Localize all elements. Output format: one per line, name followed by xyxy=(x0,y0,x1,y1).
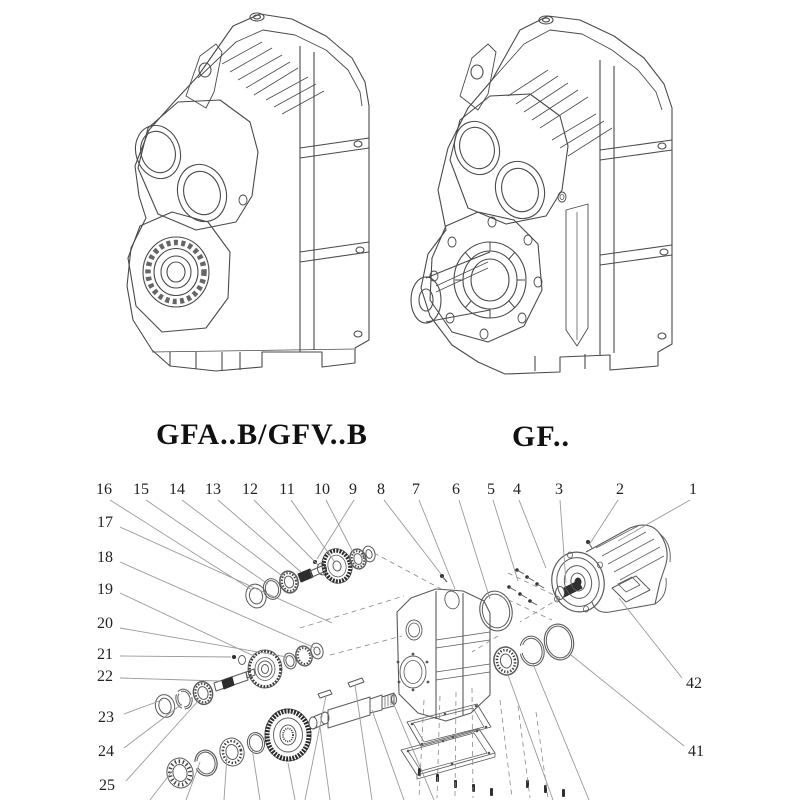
flange-bolt-holes xyxy=(430,217,542,339)
part-callout-42: 42 xyxy=(686,675,702,692)
assembly-axis-lines xyxy=(300,553,560,798)
part-callout-8: 8 xyxy=(377,481,385,498)
part-callout-41: 41 xyxy=(688,743,704,760)
intermediate-shaft-assembly xyxy=(153,642,325,720)
flange-and-rings xyxy=(476,540,592,677)
part-callout-2: 2 xyxy=(616,481,624,498)
flange-bolts xyxy=(507,540,592,605)
part-callout-17: 17 xyxy=(97,514,113,531)
part-callout-4: 4 xyxy=(513,481,521,498)
cooling-fins-left xyxy=(222,42,324,114)
part-callout-10: 10 xyxy=(314,481,330,498)
part-callout-5: 5 xyxy=(487,481,495,498)
part-callout-23: 23 xyxy=(98,709,114,726)
figure-label-left: GFA..B/GFV..B xyxy=(156,418,368,451)
part-callout-9: 9 xyxy=(349,481,357,498)
part-callout-3: 3 xyxy=(555,481,563,498)
exploded-parts-diagram xyxy=(110,500,690,800)
part-callout-6: 6 xyxy=(452,481,460,498)
part-callout-1: 1 xyxy=(689,481,697,498)
part-callout-13: 13 xyxy=(205,481,221,498)
part-callout-25: 25 xyxy=(99,777,115,794)
output-shaft-right xyxy=(411,252,490,323)
part-callout-22: 22 xyxy=(97,668,113,685)
input-shaft-assembly xyxy=(243,545,377,610)
gear-housing xyxy=(397,574,490,721)
figure-label-right: GF.. xyxy=(512,420,570,453)
part-callout-12: 12 xyxy=(242,481,258,498)
part-callout-19: 19 xyxy=(97,581,113,598)
gearbox-right-drawing xyxy=(411,16,672,374)
output-bearing-left xyxy=(143,237,209,307)
part-callout-21: 21 xyxy=(97,646,113,663)
part-callout-11: 11 xyxy=(279,481,295,498)
part-callout-18: 18 xyxy=(97,549,113,566)
part-callout-14: 14 xyxy=(169,481,185,498)
output-shaft-assembly xyxy=(164,678,396,790)
output-hub-right xyxy=(454,242,526,318)
gearbox-left-drawing xyxy=(127,13,369,371)
part-callout-7: 7 xyxy=(412,481,420,498)
part-callout-24: 24 xyxy=(98,743,114,760)
part-callout-15: 15 xyxy=(133,481,149,498)
gasket-and-pan xyxy=(401,704,495,779)
part-callout-20: 20 xyxy=(97,615,113,632)
cooling-fins-right xyxy=(508,70,612,156)
part-callout-16: 16 xyxy=(96,481,112,498)
